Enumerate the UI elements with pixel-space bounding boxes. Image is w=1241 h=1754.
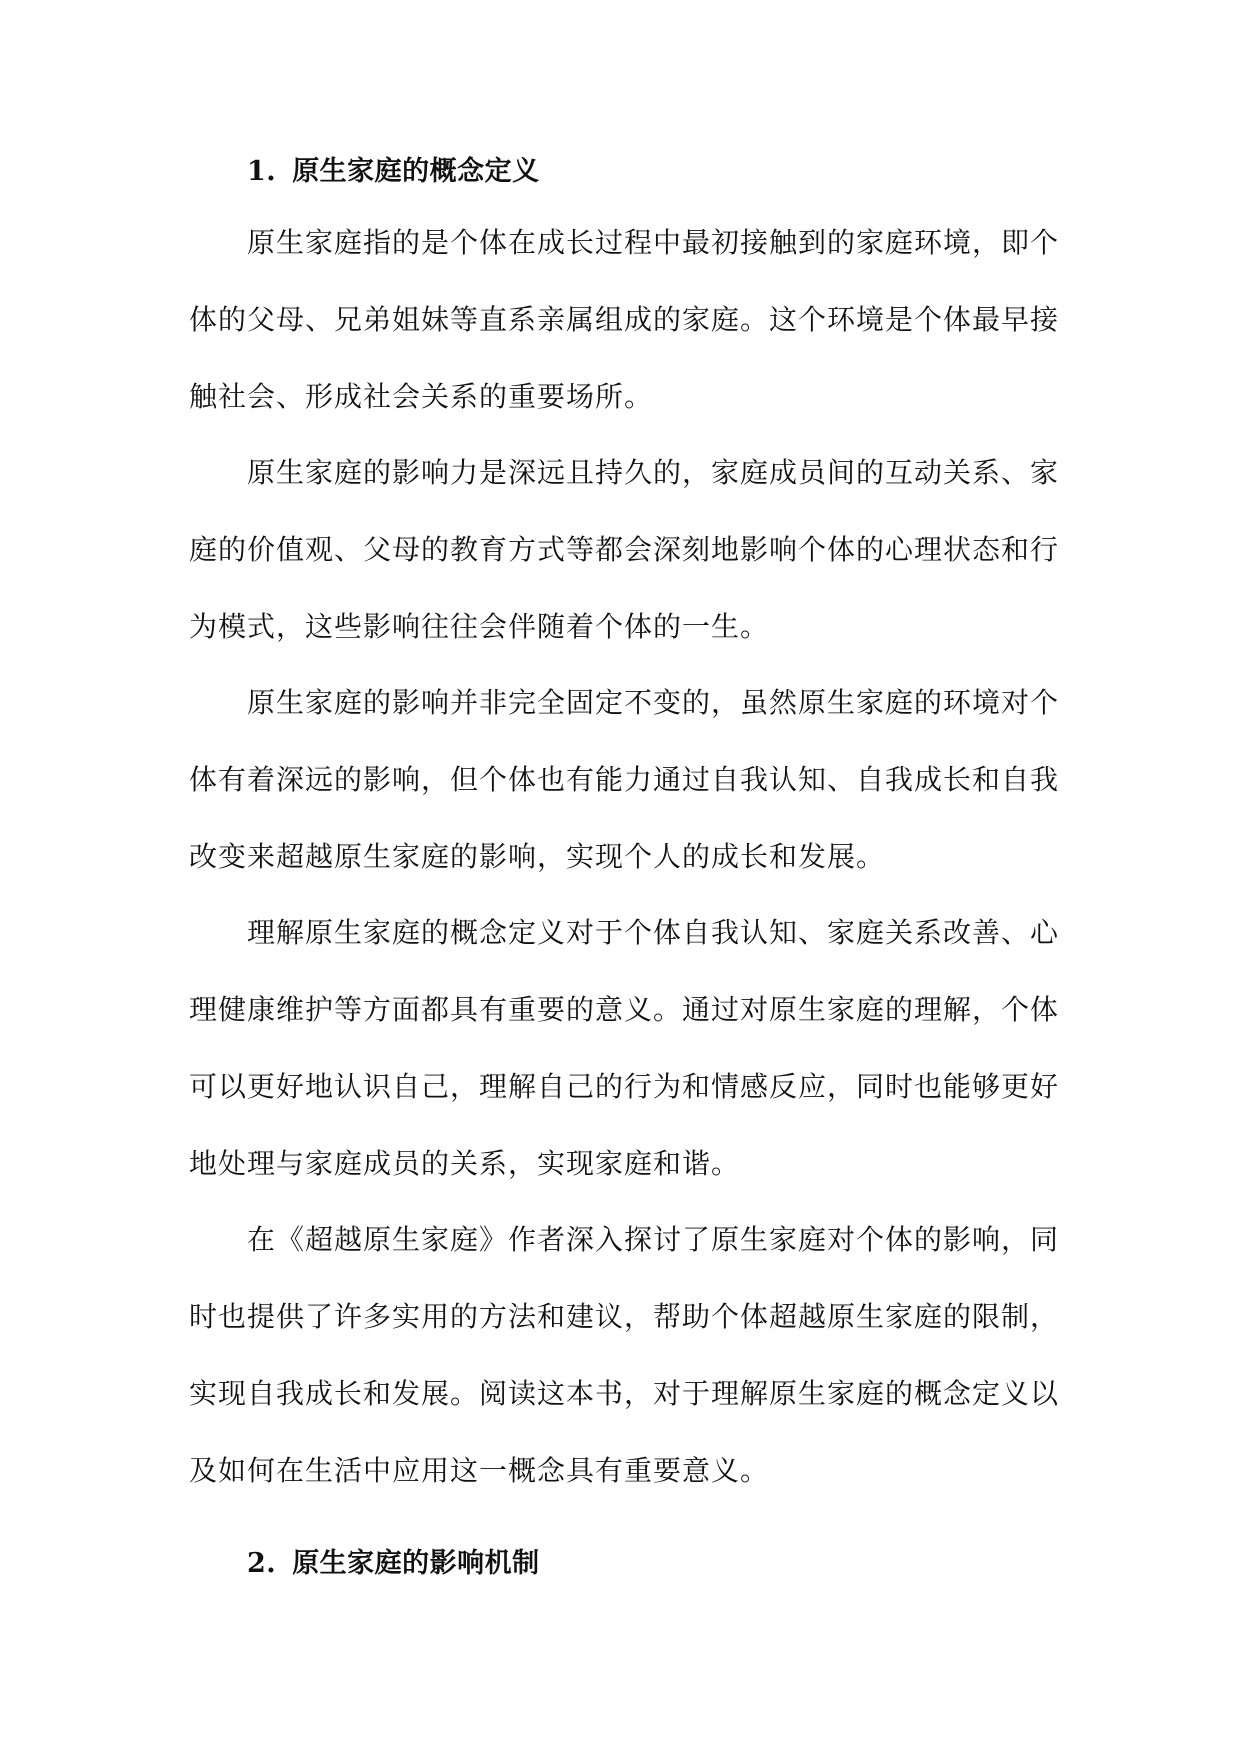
section-title: 原生家庭的概念定义 [292,156,540,187]
section-title: 原生家庭的影响机制 [292,1548,540,1579]
paragraph-2: 原生家庭的影响力是深远且持久的，家庭成员间的互动关系、家庭的价值观、父母的教育方式等都会深刻地影响个体的心理状态和行为模式，这些影响往往会伴随着个体的一生。 [189,456,1060,643]
section-number: 2. [247,1548,277,1579]
paragraph-3: 原生家庭的影响并非完全固定不变的，虽然原生家庭的环境对个体有着深远的影响，但个体也有能力通过自我认知、自我成长和自我改变来超越原生家庭的影响，实现个人的成长和发展。 [189,686,1060,873]
section-number: 1. [247,156,277,187]
section-heading-1 [247,152,540,192]
section-heading-2 [247,1544,540,1584]
paragraph-4: 理解原生家庭的概念定义对于个体自我认知、家庭关系改善、心理健康维护等方面都具有重要的意义。通过对原生家庭的理解，个体可以更好地认识自己，理解自己的行为和情感反应，同时也能够更好地处理与家庭成员的关系，实现家庭和谐。 [189,916,1060,1180]
paragraph-5: 在《超越原生家庭》作者深入探讨了原生家庭对个体的影响，同时也提供了许多实用的方法和建议，帮助个体超越原生家庭的限制，实现自我成长和发展。阅读这本书，对于理解原生家庭的概念定义以及如何在生活中应用这一概念具有重要意义。 [189,1223,1060,1487]
paragraph-1: 原生家庭指的是个体在成长过程中最初接触到的家庭环境，即个体的父母、兄弟姐妹等直系亲属组成的家庭。这个环境是个体最早接触社会、形成社会关系的重要场所。 [189,226,1060,413]
